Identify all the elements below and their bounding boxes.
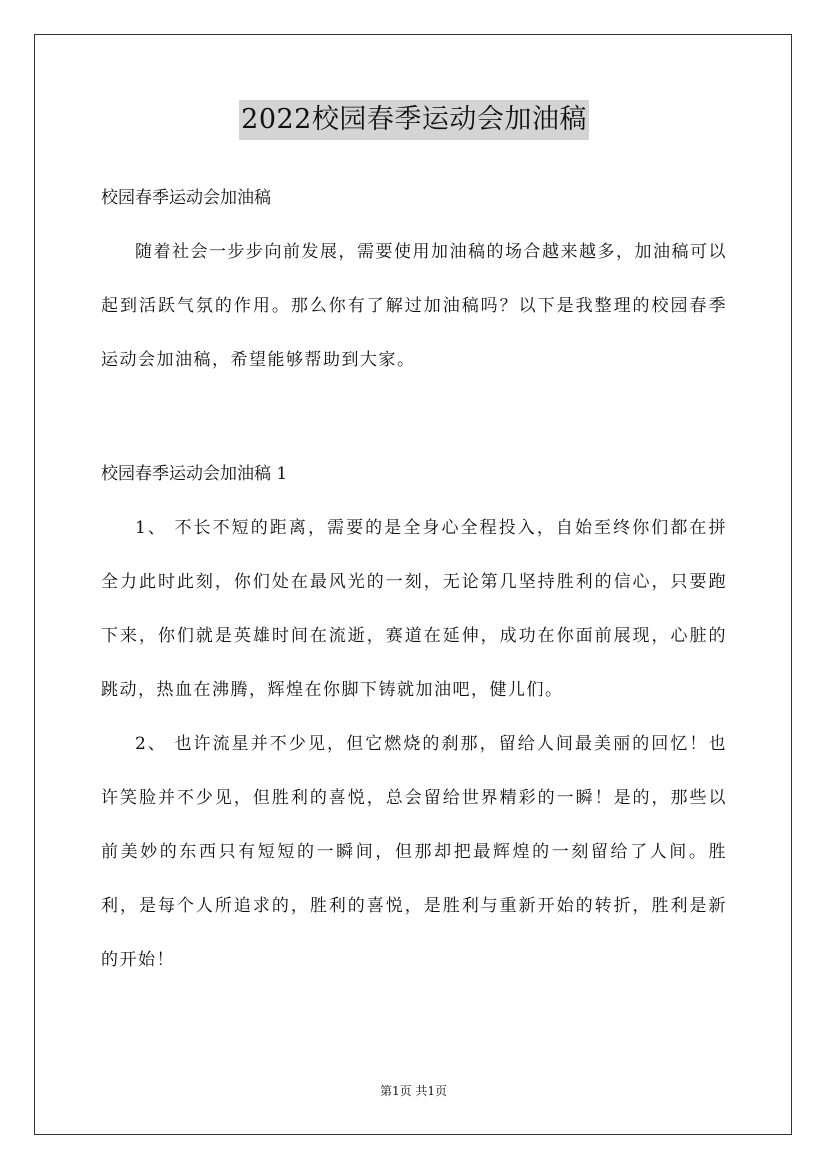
document-body xyxy=(101,100,727,987)
section-heading: 校园春季运动会加油稿 1 xyxy=(101,464,288,484)
page-footer: 第1页 共1页 xyxy=(379,1084,448,1098)
document-title: 2022校园春季运动会加油稿 xyxy=(239,100,589,140)
list-item: 2、 也许流星并不少见，但它燃烧的刹那，留给人间最美丽的回忆！也许笑脸并不少见，但胜利的喜悦，总会留给世界精彩的一瞬！是的，那些以前美妙的东西只有短短的一瞬间，但那却把最辉煌的一刻留给了人间。胜利，是每个人所追求的，胜利的喜悦，是胜利与重新开始的转折，胜利是新的开始！ xyxy=(101,734,727,970)
section-spacer xyxy=(101,387,727,447)
intro-paragraph: 随着社会一步步向前发展，需要使用加油稿的场合越来越多，加油稿可以起到活跃气氛的作用。那么你有了解过加油稿吗？以下是我整理的校园春季运动会加油稿，希望能够帮助到大家。 xyxy=(101,242,727,370)
list-item: 1、 不长不短的距离，需要的是全身心全程投入，自始至终你们都在拼全力此时此刻，你们处在最风光的一刻，无论第几坚持胜利的信心，只要跑下来，你们就是英雄时间在流逝，赛道在延伸，成功在你面前展现，心脏的跳动，热血在沸腾，辉煌在你脚下铸就加油吧，健儿们。 xyxy=(101,518,727,700)
document-subtitle: 校园春季运动会加油稿 xyxy=(101,188,271,208)
title-container xyxy=(101,100,727,144)
